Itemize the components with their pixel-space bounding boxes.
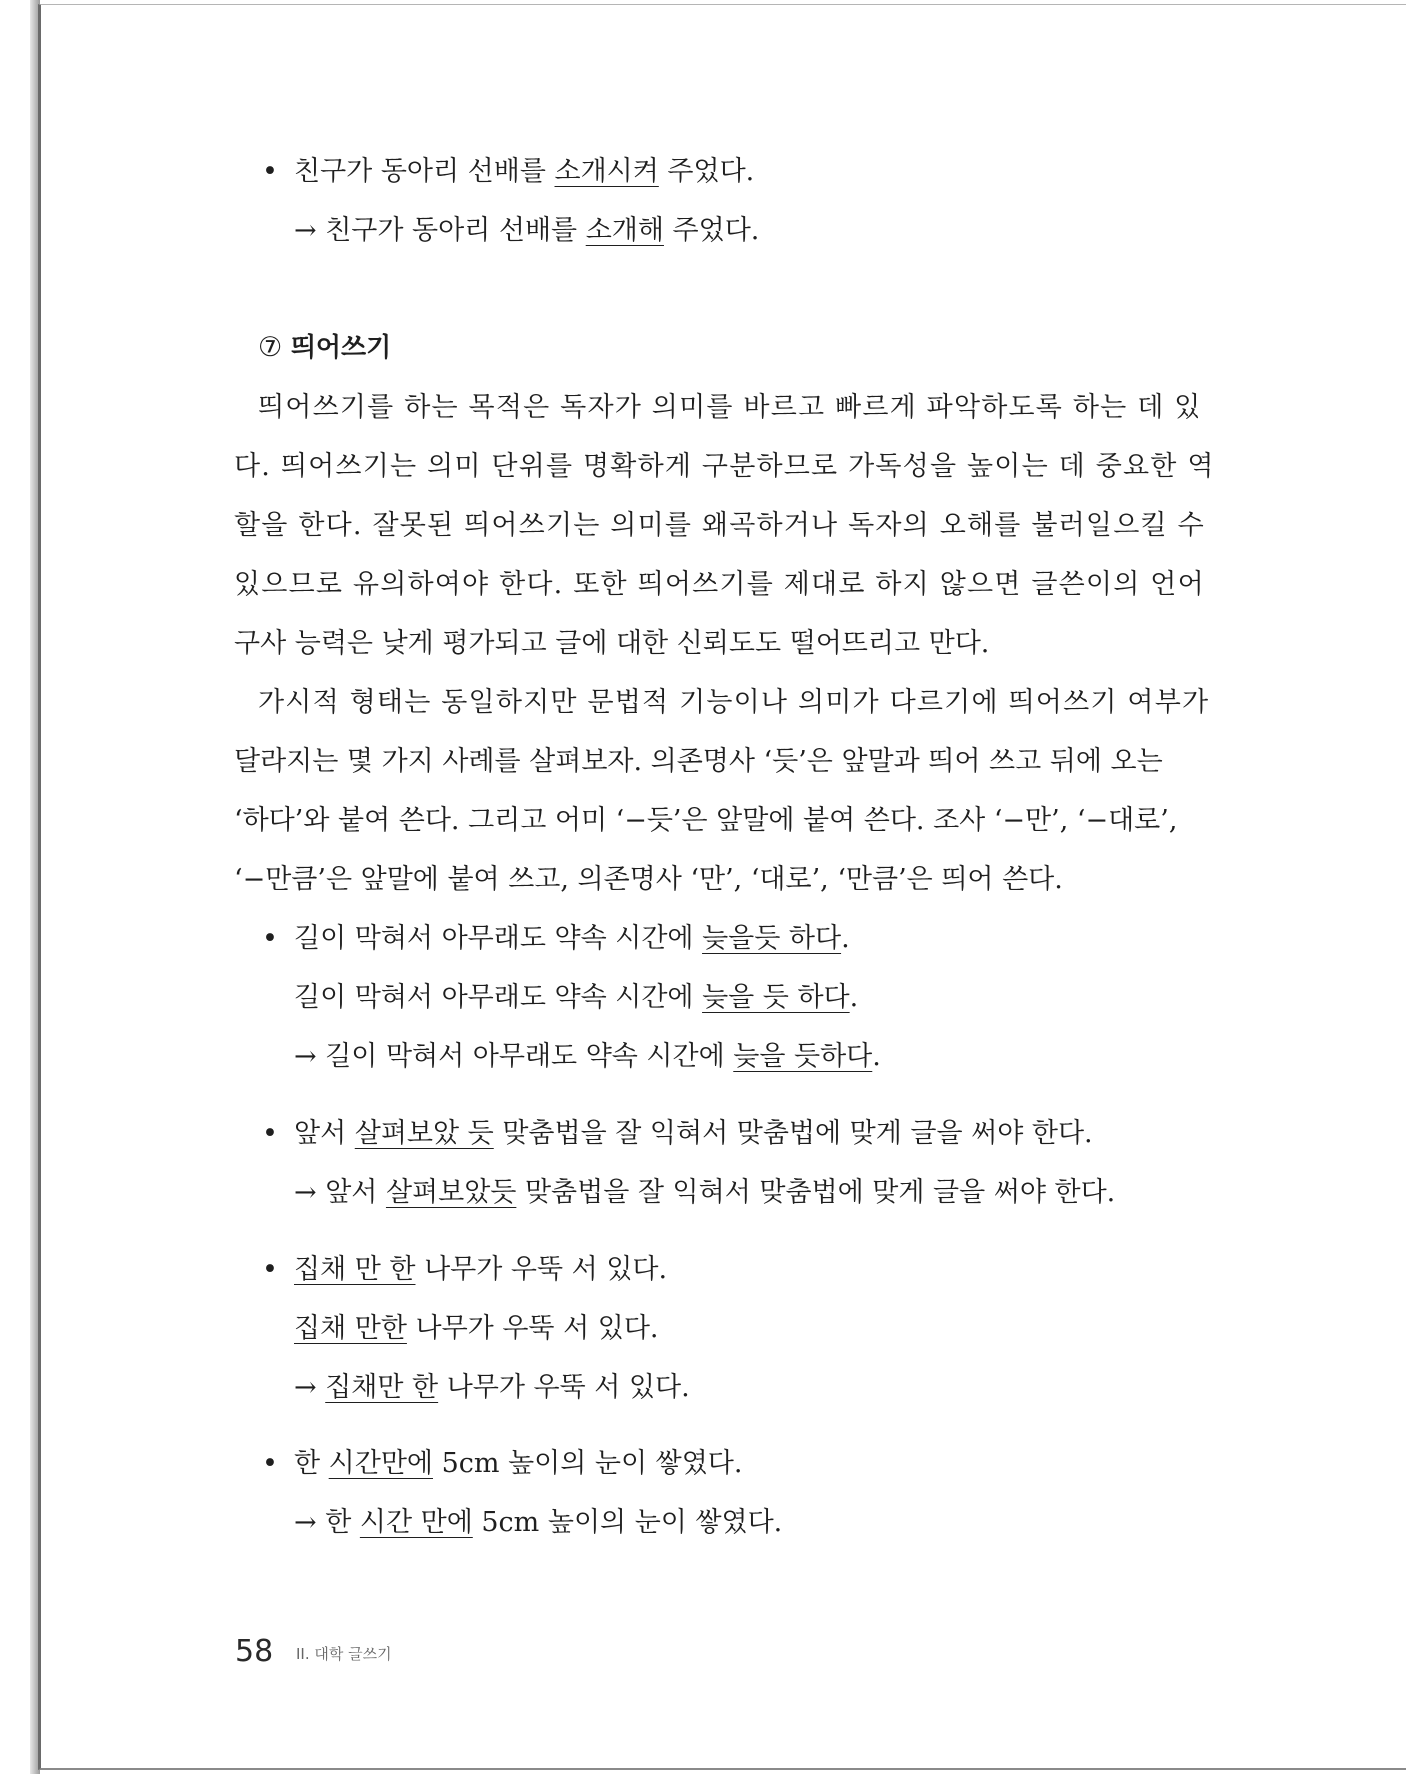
underlined-text: 시간만에 (328, 1448, 433, 1479)
underlined-text: 집채만 한 (325, 1372, 439, 1403)
text: 나무가 우뚝 서 있다. (415, 1254, 668, 1285)
example3-line1 (262, 1252, 667, 1288)
underlined-text: 시간 만에 (359, 1507, 473, 1538)
page-number: 58 (235, 1634, 274, 1669)
text: → 한 (294, 1507, 360, 1538)
example1-line2 (294, 980, 858, 1016)
text: 친구가 동아리 선배를 (294, 156, 555, 187)
text: 나무가 우뚝 서 있다. (406, 1313, 659, 1344)
text: 한 (294, 1448, 329, 1479)
intro-example-wrong (262, 154, 754, 190)
example1-line1 (262, 921, 850, 957)
text: 길이 막혀서 아무래도 약속 시간에 (294, 923, 703, 954)
paragraph2-line1: 가시적 형태는 동일하지만 문법적 기능이나 의미가 다르기에 띄어쓰기 여부가 (258, 687, 1210, 718)
chapter-label: II. 대학 글쓰기 (296, 1645, 392, 1663)
text: 주었다. (658, 156, 755, 187)
intro-example-right (294, 213, 759, 249)
text: 맞춤법을 잘 익혀서 맞춤법에 맞게 글을 써야 한다. (516, 1177, 1116, 1208)
underlined-text: 집채 만한 (294, 1313, 407, 1344)
example4-line1 (262, 1446, 742, 1482)
paragraph1-line4: 있으므로 유의하여야 한다. 또한 띄어쓰기를 제대로 하지 않으면 글쓴이의 언어 (234, 569, 1205, 600)
underlined-text: 살펴보았듯 (385, 1177, 517, 1208)
paragraph1-line2: 다. 띄어쓰기는 의미 단위를 명확하게 구분하므로 가독성을 높이는 데 중요한 역 (234, 451, 1215, 482)
text: → (294, 1372, 326, 1403)
underlined-text: 늦을 듯하다 (733, 1041, 873, 1072)
text: . (849, 982, 859, 1013)
example2-line2 (294, 1175, 1115, 1211)
example4-line2 (294, 1505, 782, 1541)
example3-line3 (294, 1370, 690, 1406)
text: 5cm 높이의 눈이 쌓였다. (433, 1448, 743, 1479)
bullet: • (262, 923, 278, 954)
example2-line1 (262, 1116, 1093, 1152)
underlined-text: 늦을듯 하다 (702, 923, 842, 954)
section-title: 띄어쓰기 (290, 333, 392, 363)
text: → 친구가 동아리 선배를 (294, 215, 586, 246)
text: 주었다. (663, 215, 760, 246)
section-heading (258, 330, 391, 366)
paragraph1-line3: 할을 한다. 잘못된 띄어쓰기는 의미를 왜곡하거나 독자의 오해를 불러일으킬 수 (234, 510, 1205, 541)
example3-line2 (294, 1311, 659, 1347)
example1-line3 (294, 1039, 881, 1075)
text: → 길이 막혀서 아무래도 약속 시간에 (294, 1041, 734, 1072)
paragraph2-line4: ‘−만큼’은 앞말에 붙여 쓰고, 의존명사 ‘만’, ‘대로’, ‘만큼’은 띄어 쓴다. (234, 864, 1063, 895)
text: 맞춤법을 잘 익혀서 맞춤법에 맞게 글을 써야 한다. (493, 1118, 1093, 1149)
text: 길이 막혀서 아무래도 약속 시간에 (294, 982, 703, 1013)
text: 나무가 우뚝 서 있다. (438, 1372, 690, 1403)
section-number: ⑦ (258, 332, 283, 363)
text: . (841, 923, 850, 954)
paragraph2-line2: 달라지는 몇 가지 사례를 살펴보자. 의존명사 ‘듯’은 앞말과 띄어 쓰고 뒤에 오는 (234, 746, 1163, 777)
underlined-text: 소개해 (585, 215, 664, 246)
underlined-text: 늦을 듯 하다 (702, 982, 850, 1013)
paragraph2-line3: ‘하다’와 붙여 쓴다. 그리고 어미 ‘−듯’은 앞말에 붙여 쓴다. 조사 ‘−만’, ‘−대로’, (234, 805, 1178, 836)
bullet: • (262, 1118, 278, 1149)
text: . (872, 1041, 881, 1072)
underlined-text: 살펴보았 듯 (354, 1118, 494, 1149)
bullet: • (262, 1254, 278, 1285)
bullet: • (262, 156, 278, 187)
underlined-text: 소개시켜 (554, 156, 659, 187)
paragraph1-line5: 구사 능력은 낮게 평가되고 글에 대한 신뢰도도 떨어뜨리고 만다. (234, 628, 990, 659)
underlined-text: 집채 만 한 (294, 1254, 416, 1285)
text: 앞서 (294, 1118, 355, 1149)
bullet: • (262, 1448, 278, 1479)
text: → 앞서 (294, 1177, 386, 1208)
text: 5cm 높이의 눈이 쌓였다. (472, 1507, 783, 1538)
paragraph1-line1: 띄어쓰기를 하는 목적은 독자가 의미를 바르고 빠르게 파악하도록 하는 데 있 (258, 392, 1202, 423)
